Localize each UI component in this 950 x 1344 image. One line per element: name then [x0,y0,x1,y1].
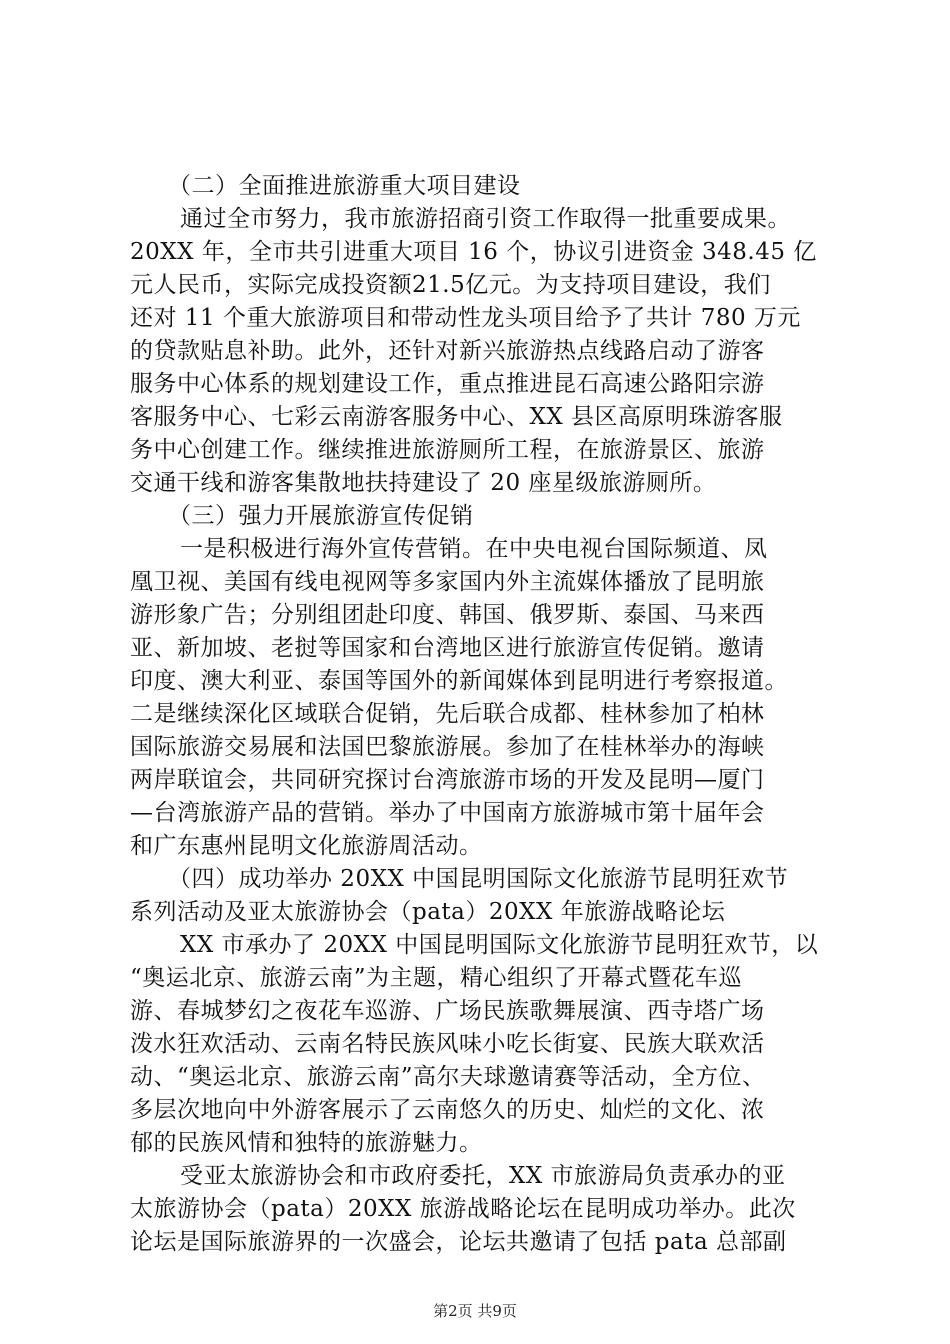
paragraph-line: 二是继续深化区域联合促销，先后联合成都、桂林参加了柏林 [130,701,765,727]
section-heading-4: （四）成功举办 20XX 中国昆明国际文化旅游节昆明狂欢节 [168,866,789,892]
paragraph-line: 游形象广告；分别组团赴印度、韩国、俄罗斯、泰国、马来西 [130,602,765,628]
paragraph-line: 太旅游协会（pata）20XX 旅游战略论坛在昆明成功举办。此次 [130,1196,796,1222]
paragraph-line: 两岸联谊会，共同研究探讨台湾旅游市场的开发及昆明—厦门 [130,767,765,793]
paragraph-line: 亚、新加坡、老挝等国家和台湾地区进行旅游宣传促销。邀请 [130,635,765,661]
paragraph-line: 郁的民族风情和独特的旅游魅力。 [130,1130,483,1156]
paragraph-line: 通过全市努力，我市旅游招商引资工作取得一批重要成果。 [180,206,791,232]
paragraph-line: 印度、澳大利亚、泰国等国外的新闻媒体到昆明进行考察报道。 [130,668,788,694]
paragraph-line: 客服务中心、七彩云南游客服务中心、XX 县区高原明珠游客服 [130,404,783,430]
paragraph-line: 交通干线和游客集散地扶持建设了 20 座星级旅游厕所。 [130,470,717,496]
paragraph-line: XX 市承办了 20XX 中国昆明国际文化旅游节昆明狂欢节，以 [180,932,819,958]
paragraph-line: 国际旅游交易展和法国巴黎旅游展。参加了在桂林举办的海峡 [130,734,765,760]
paragraph-line: 和广东惠州昆明文化旅游周活动。 [130,833,483,859]
paragraph-line: 服务中心体系的规划建设工作，重点推进昆石高速公路阳宗游 [130,371,765,397]
paragraph-line: 动、“奥运北京、旅游云南”高尔夫球邀请赛等活动，全方位、 [130,1064,766,1090]
paragraph-line: 论坛是国际旅游界的一次盛会，论坛共邀请了包括 pata 总部副 [130,1229,787,1255]
section-heading-4-continued: 系列活动及亚太旅游协会（pata）20XX 年旅游战略论坛 [130,899,726,925]
page-number-footer: 第2页 共9页 [433,1302,517,1320]
section-heading-2: （二）全面推进旅游重大项目建设 [168,173,521,199]
paragraph-line: 元人民币，实际完成投资额21.5亿元。为支持项目建设，我们 [130,272,771,298]
paragraph-line: 凰卫视、美国有线电视网等多家国内外主流媒体播放了昆明旅 [130,569,765,595]
paragraph-line: “奥运北京、旅游云南”为主题，精心组织了开幕式暨花车巡 [130,965,743,991]
paragraph-line: 还对 11 个重大旅游项目和带动性龙头项目给予了共计 780 万元 [130,305,801,331]
paragraph-line: 一是积极进行海外宣传营销。在中央电视台国际频道、凤 [180,536,768,562]
section-heading-3: （三）强力开展旅游宣传促销 [168,503,474,529]
paragraph-line: 受亚太旅游协会和市政府委托，XX 市旅游局负责承办的亚 [180,1163,786,1189]
paragraph-line: 多层次地向中外游客展示了云南悠久的历史、灿烂的文化、浓 [130,1097,765,1123]
paragraph-line: 游、春城梦幻之夜花车巡游、广场民族歌舞展演、西寺塔广场 [130,998,765,1024]
paragraph-line: —台湾旅游产品的营销。举办了中国南方旅游城市第十届年会 [130,800,765,826]
paragraph-line: 20XX 年，全市共引进重大项目 16 个，协议引进资金 348.45 亿 [130,239,817,265]
paragraph-line: 的贷款贴息补助。此外，还针对新兴旅游热点线路启动了游客 [130,338,765,364]
document-body [130,170,830,1259]
paragraph-line: 泼水狂欢活动、云南名特民族风味小吃长街宴、民族大联欢活 [130,1031,765,1057]
paragraph-line: 务中心创建工作。继续推进旅游厕所工程，在旅游景区、旅游 [130,437,765,463]
